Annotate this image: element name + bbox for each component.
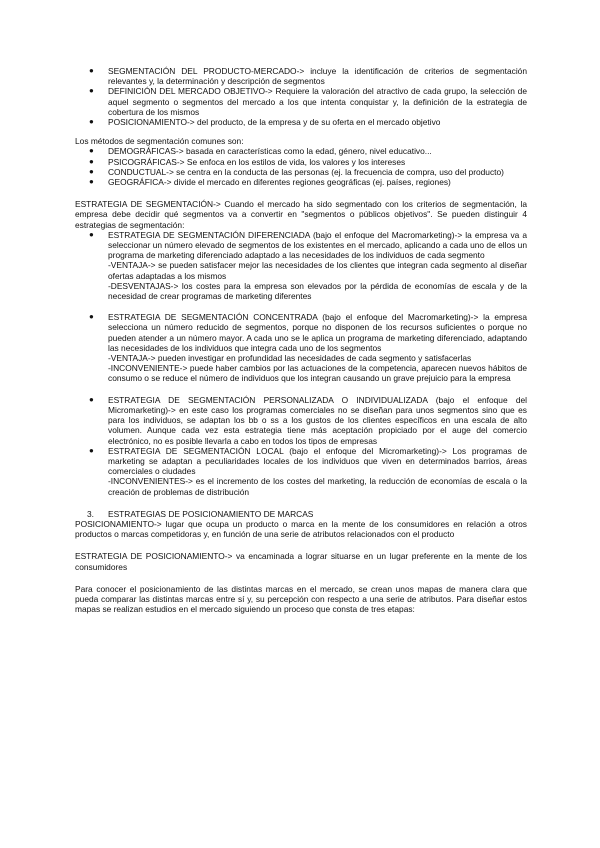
bullet-icon: ●: [89, 312, 94, 322]
strategy-intro: ESTRATEGIA DE SEGMENTACIÓN-> Cuando el mercado ha sido segmentado con los criterios de segmentación, la empresa debe decidir qué segmentos va a convertir en "segmentos o públicos objetivos". Se pueden distinguir 4 estrategias de segmentación:: [75, 199, 527, 230]
bullet-icon: ●: [89, 229, 94, 239]
document-body: [75, 66, 527, 614]
bullet-icon: ●: [89, 445, 94, 455]
list-item: ● PSICOGRÁFICAS-> Se enfoca en los estilos de vida, los valores y los intereses: [89, 156, 406, 167]
maps-paragraph: Para conocer el posicionamiento de las distintas marcas en el mercado, se crean unos mapas de manera clara que pueda comparar las distintas marcas entre sí y, su percepción con respecto a una serie de atributos. Para diseñar estos mapas se realizan estudios en el mercado siguiendo un proceso que consta de tres etapas:: [75, 583, 527, 615]
bullet-icon: ●: [89, 177, 94, 187]
list-item: ● DEMOGRÁFICAS-> basada en características como la edad, género, nivel educativo...: [89, 146, 432, 157]
methods-intro: Los métodos de segmentación comunes son:: [75, 136, 244, 147]
section-heading: 3. ESTRATEGIAS DE POSICIONAMIENTO DE MARCAS: [87, 508, 314, 519]
list-item: ● GEOGRÁFICA-> divide el mercado en diferentes regiones geográficas (ej. países, regiones): [89, 177, 451, 188]
segmentation-process-list: [75, 66, 527, 127]
bullet-icon: ●: [89, 394, 94, 404]
list-item: ● ESTRATEGIA DE SEGMENTACIÓN DIFERENCIADA (bajo el enfoque del Macromarketing)-> la empresa va a seleccionar un número elevado de segmentos de los existentes en el mercado, aplicando a cada uno de ellos un programa de marketing diferenciado adaptado a las necesidades de los individuos de cada segmento -VENTAJA-> se pueden satisfacer mejor las necesidades de los clientes que integran cada segmento al diseñar ofertas adaptadas a los mismos -DESVENTAJAS-> los costes para la empresa son elevados por la pérdida de economías de escala y de la necesidad de crear programas de marketing diferentes: [89, 229, 527, 302]
bullet-icon: ●: [89, 156, 94, 166]
bullet-icon: ●: [89, 86, 94, 96]
list-item: ● DEFINICIÓN DEL MERCADO OBJETIVO-> Requiere la valoración del atractivo de cada grupo, la selección de aquel segmento o segmentos del mercado a los que intenta conquistar y, la definición de la estrategia de cobertura de los mismos: [89, 86, 527, 117]
bullet-icon: ●: [89, 117, 94, 127]
list-item: ● ESTRATEGIA DE SEGMENTACIÓN CONCENTRADA (bajo el enfoque del Macromarketing)-> la empresa selecciona un número reducido de segmentos, porque no disponen de los recursos suficientes o porque no pueden atender a un número mayor. A cada uno se le aplica un programa de marketing diferenciado, adaptando las necesidades de los individuos que integra cada uno de los segmentos -VENTAJA-> pueden investigar en profundidad las necesidades de cada segmento y satisfacerlas -INCONVENIENTE-> puede haber cambios por las actuaciones de la competencia, aparecen nuevos hábitos de consumo o se reduce el número de individuos que los integran causando un grave prejuicio para la empresa: [89, 312, 527, 384]
bullet-icon: ●: [89, 66, 94, 75]
strategies-list: [75, 230, 527, 497]
bullet-icon: ●: [89, 146, 94, 156]
list-item: ● POSICIONAMIENTO-> del producto, de la empresa y de su oferta en el mercado objetivo: [89, 117, 441, 128]
methods-list: [75, 146, 527, 187]
list-item: ● ESTRATEGIA DE SEGMENTACIÓN LOCAL (bajo el enfoque del Micromarketing)-> Los programas de marketing se adaptan a peculiaridades locales de los individuos que viven en determinados barrios, áreas comerciales o ciudades -INCONVENIENTES-> es el incremento de los costes del marketing, la reducción de economías de escala o la creación de problemas de distribución: [89, 445, 527, 497]
positioning-strategy: ESTRATEGIA DE POSICIONAMIENTO-> va encaminada a lograr situarse en un lugar preferente en la mente de los consumidores: [75, 551, 527, 572]
positioning-definition: POSICIONAMIENTO-> lugar que ocupa un producto o marca en la mente de los consumidores en relación a otros productos o marcas competidoras y, en función de una serie de atributos relacionados con el producto: [75, 518, 527, 540]
list-item: ● CONDUCTUAL-> se centra en la conducta de las personas (ej. la frecuencia de compra, uso del producto): [89, 166, 504, 177]
list-item: ● ESTRATEGIA DE SEGMENTACIÓN PERSONALIZADA O INDIVIDUALIZADA (bajo el enfoque del Micromarketing)-> en este caso los programas comerciales no se diseñan para unos segmentos sino que es para los individuos, se adaptan los bb o ss a los gustos de los clientes específicos en una escala de alto volumen. Aunque cada vez esta estrategia tiene más aceptación propiciado por el auge del comercio electrónico, no es posible llevarla a cabo en todos los tipos de empresas: [89, 394, 527, 446]
list-item: ● SEGMENTACIÓN DEL PRODUCTO-MERCADO-> incluye la identificación de criterios de segmentación relevantes y, la determinación y descripción de segmentos: [89, 66, 527, 87]
bullet-icon: ●: [89, 166, 94, 176]
